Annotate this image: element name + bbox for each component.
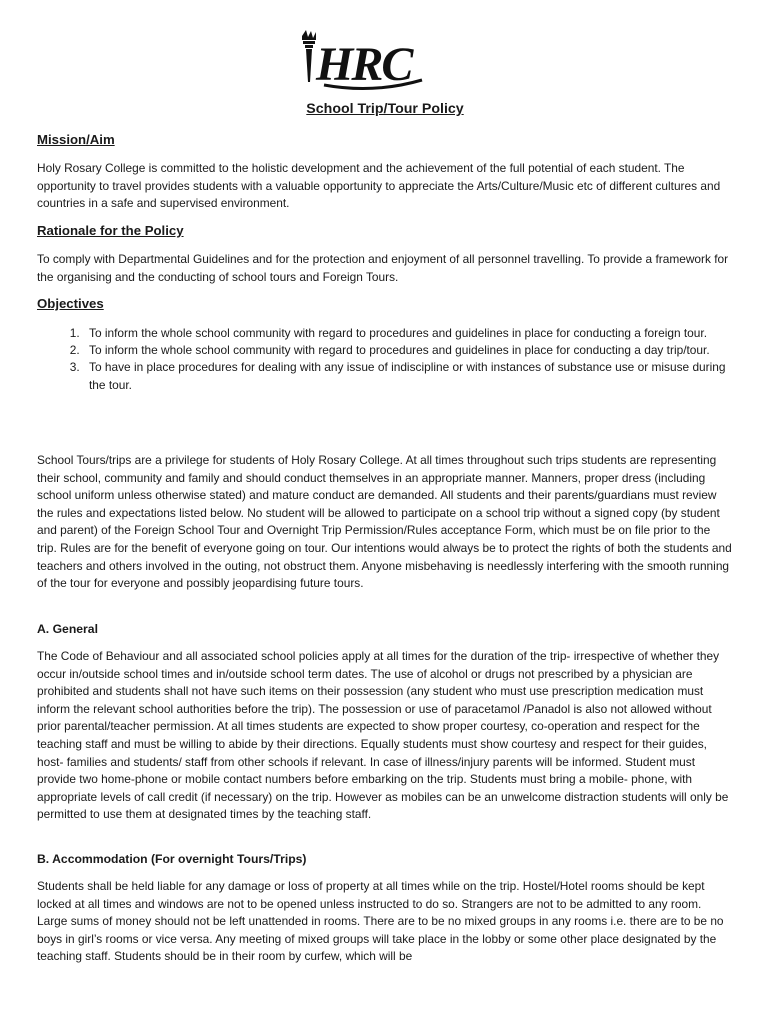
- objectives-heading: Objectives: [37, 296, 104, 311]
- general-text: The Code of Behaviour and all associated school policies apply at all times for the duration of the trip- irrespective of whether they occur in/outside school times and in/outside school term dates. The use of alcohol or drugs not prescribed by a physician are prohibited and students shall not have such items on their possession (any student who must use prescription medication must inform the relevant school authorities before the trip). The possession or use of paracetamol /Panadol is also not allowed without prior parental/teacher permission. At all times students are expected to show proper courtesy, co-operation and respect for the teaching staff and must be willing to abide by their directions. Equally students must show courtesy and respect for their guides, host- families and students/ staff from other schools if relevant. In case of illness/injury parents will be informed. Student must provide two home-phone or mobile contact numbers before embarking on the trip. Students must bring a mobile- phone, with appropriate levels of call credit (if necessary) on the trip. However as mobiles can be an unwelcome distraction students will only be permitted to use them at designated times by the teaching staff.: [37, 649, 729, 822]
- list-item: 1. To inform the whole school community with regard to procedures and guidelines in place for conducting a foreign tour.: [83, 325, 733, 342]
- school-logo: [294, 30, 444, 92]
- logo-text: HRC: [316, 38, 412, 91]
- mission-heading: Mission/Aim: [37, 132, 115, 147]
- intro-paragraph: School Tours/trips are a privilege for students of Holy Rosary College. At all times throughout such trips students are representing their school, community and family and should conduct themselves in an appropriate manner. Manners, proper dress (including school uniform unless otherwise stated) and mature conduct are demanded. All students and their parents/guardians must review the rules and expectations listed below. No student will be allowed to participate on a school trip without a signed copy (by student and parent) of the Foreign School Tour and Overnight Trip Permission/Rules acceptance Form, which must be on file prior to the trip. Rules are for the benefit of everyone going on tour. Our intentions would always be to protect the rights of both the students and teachers and others involved in the outing, not obstruct them. Anyone misbehaving is needlessly interfering with the smooth running of the tour for everyone and possibly jeopardising future tours.: [37, 453, 732, 591]
- list-item: 2. To inform the whole school community with regard to procedures and guidelines in place for conducting a day trip/tour.: [83, 342, 733, 359]
- accommodation-text: Students shall be held liable for any damage or loss of property at all times while on the trip. Hostel/Hotel rooms should be kept locked at all times and windows are not to be opened unless instructed to do so. Strangers are not to be admitted to any room. Large sums of money should not be left unattended in rooms. There are to be no mixed groups in any rooms i.e. there are to be no boys in girl’s rooms or vice versa. Any meeting of mixed groups will take place in the lobby or some other place designated by the teaching staff. Students should be in their room by curfew, which will be: [37, 879, 724, 964]
- page-title: School Trip/Tour Policy: [306, 101, 464, 117]
- rationale-text: To comply with Departmental Guidelines and for the protection and enjoyment of all personnel travelling. To provide a framework for the organising and the conducting of school tours and Foreign Tours.: [37, 252, 729, 284]
- objectives-list: [37, 325, 733, 394]
- rationale-heading: Rationale for the Policy: [37, 223, 184, 238]
- general-heading: A. General: [37, 622, 98, 636]
- hrc-logo-icon: [294, 30, 444, 92]
- accommodation-heading: B. Accommodation (For overnight Tours/Trips): [37, 852, 307, 866]
- mission-text: Holy Rosary College is committed to the holistic development and the achievement of the full potential of each student. The opportunity to travel provides students with a valuable opportunity to appreciate the Arts/Culture/Music etc of different cultures and countries in a safe and supervised environment.: [37, 161, 721, 211]
- list-item: 3. To have in place procedures for dealing with any issue of indiscipline or with instances of substance use or misuse during the tour.: [83, 359, 733, 393]
